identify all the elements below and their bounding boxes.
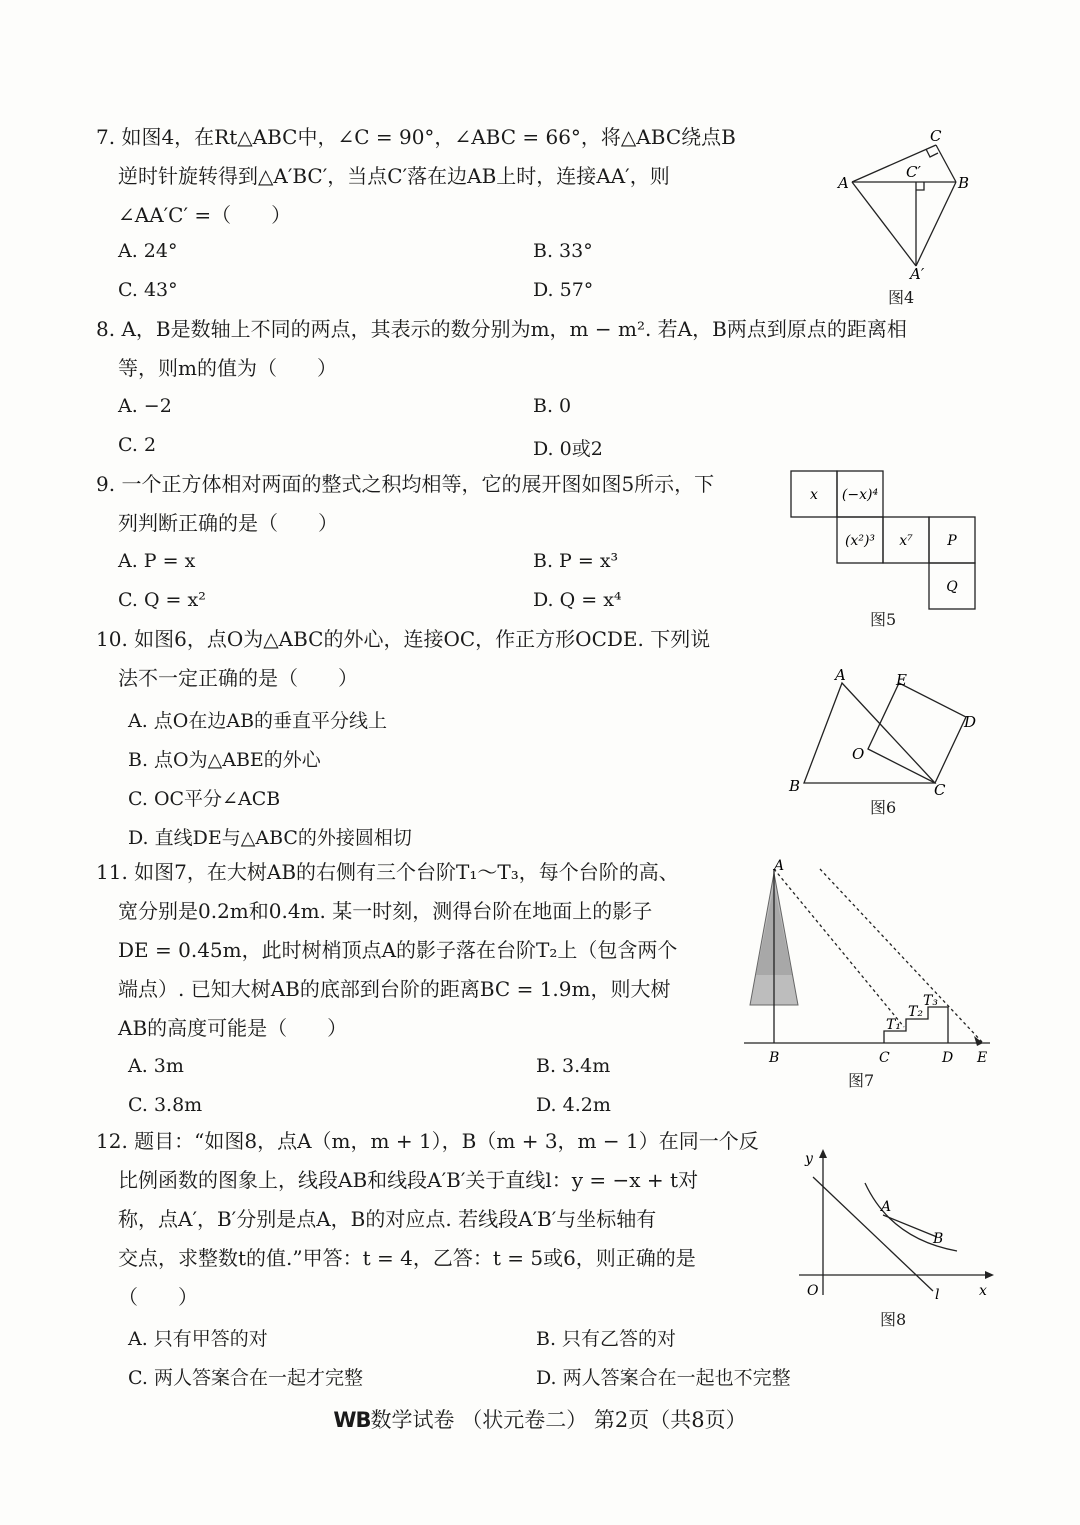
fig6-label-e: E xyxy=(896,671,907,689)
question-12-line-2: 比例函数的图象上，线段AB和线段A′B′关于直线l：y = −x + t对 xyxy=(118,1168,699,1192)
q7-option-c: C. 43° xyxy=(118,279,178,301)
q8-option-d: D. 0或2 xyxy=(533,438,603,460)
figure-8-caption: 图8 xyxy=(880,1310,907,1329)
fig8-x-arrow xyxy=(985,1271,994,1279)
fig4-label-a: A xyxy=(838,174,849,192)
question-8 xyxy=(96,310,907,388)
figure-8 xyxy=(795,1145,995,1305)
fig4-label-c-prime: C′ xyxy=(906,163,921,181)
question-12-line-1: 12. 题目：“如图8，点A（m，m + 1），B（m + 3，m − 1）在同一个反 xyxy=(96,1129,759,1153)
fig4-side-ba xyxy=(916,182,956,266)
question-12 xyxy=(96,1122,759,1317)
fig5-text-p: P xyxy=(947,533,957,549)
question-8-line-1: 8. A，B是数轴上不同的两点，其表示的数分别为m，m − m². 若A，B两点到原点的距离相 xyxy=(96,317,907,341)
fig7-label-d: D xyxy=(942,1050,954,1066)
q11-option-d: D. 4.2m xyxy=(536,1094,611,1116)
fig7-label-b: B xyxy=(769,1050,780,1066)
question-11-line-2: 宽分别是0.2m和0.4m. 某一时刻，测得台阶在地面上的影子 xyxy=(118,899,653,923)
fig7-label-t3: T₃ xyxy=(923,993,938,1009)
fig6-label-a: A xyxy=(835,666,846,684)
fig6-triangle-abc xyxy=(804,683,935,783)
fig4-right-angle-c xyxy=(926,149,938,157)
page-footer xyxy=(0,1404,1080,1434)
fig6-square-ocde xyxy=(868,683,966,783)
question-8-line-2: 等，则m的值为（ ） xyxy=(118,356,337,380)
figure-6-caption: 图6 xyxy=(870,798,897,817)
question-11 xyxy=(96,853,679,1048)
fig8-label-a: A xyxy=(881,1199,892,1215)
q12-option-b: B. 只有乙答的对 xyxy=(536,1328,677,1350)
q8-option-b: B. 0 xyxy=(533,395,572,417)
fig8-label-x: x xyxy=(979,1283,987,1299)
fig8-label-l: l xyxy=(935,1287,940,1303)
fig4-label-a-prime: A′ xyxy=(910,265,925,282)
q12-option-d: D. 两人答案合在一起也不完整 xyxy=(536,1367,791,1389)
fig4-right-angle-c2 xyxy=(916,182,924,190)
question-7-line-1: 7. 如图4，在Rt△ABC中，∠C = 90°，∠ABC = 66°，将△ABC绕点B xyxy=(96,125,736,149)
figure-4-caption: 图4 xyxy=(888,288,915,307)
figure-4 xyxy=(830,122,990,282)
fig8-line-l xyxy=(813,1177,933,1291)
q10-option-c: C. OC平分∠ACB xyxy=(128,788,281,810)
fig7-label-c: C xyxy=(879,1050,890,1066)
question-11-line-1: 11. 如图7，在大树AB的右侧有三个台阶T₁～T₃，每个台阶的高、 xyxy=(96,860,679,884)
figure-7-caption: 图7 xyxy=(848,1071,875,1090)
question-7 xyxy=(96,118,736,235)
fig5-text-x: x xyxy=(810,487,818,503)
q12-option-c: C. 两人答案合在一起才完整 xyxy=(128,1367,363,1389)
fig4-side-aa xyxy=(852,182,916,266)
q9-option-d: D. Q = x⁴ xyxy=(533,589,622,611)
question-12-line-5: （ ） xyxy=(118,1285,198,1309)
figure-5 xyxy=(790,470,982,612)
q8-option-c: C. 2 xyxy=(118,434,157,456)
fig5-text-x2-3: (x²)³ xyxy=(844,533,876,549)
fig8-label-b: B xyxy=(933,1231,944,1247)
footer-text: 数学试卷 （状元卷二） 第2页（共8页） xyxy=(370,1408,747,1432)
q9-option-a: A. P = x xyxy=(118,550,196,572)
fig7-shadow-ray-2 xyxy=(820,869,983,1043)
fig6-label-o: O xyxy=(852,745,865,763)
q11-option-a: A. 3m xyxy=(128,1055,184,1077)
fig8-label-o: O xyxy=(807,1283,819,1299)
fig6-label-b: B xyxy=(789,777,801,795)
question-11-line-4: 端点）. 已知大树AB的底部到台阶的距离BC = 1.9m，则大树 xyxy=(118,977,671,1001)
q10-option-a: A. 点O在边AB的垂直平分线上 xyxy=(128,710,388,732)
fig4-label-b: B xyxy=(958,174,970,192)
q7-option-b: B. 33° xyxy=(533,240,593,262)
q9-option-b: B. P = x³ xyxy=(533,550,619,572)
question-9-line-2: 列判断正确的是（ ） xyxy=(118,511,338,535)
question-12-line-4: 交点，求整数t的值.”甲答：t = 4，乙答：t = 5或6，则正确的是 xyxy=(118,1246,696,1270)
question-7-line-3: ∠AA′C′ =（ ） xyxy=(118,203,292,227)
fig5-text-q: Q xyxy=(946,579,958,595)
fig7-label-t2: T₂ xyxy=(908,1004,923,1020)
question-10-line-2: 法不一定正确的是（ ） xyxy=(118,666,358,690)
fig4-side-cb xyxy=(936,145,956,182)
question-9 xyxy=(96,465,714,543)
figure-6 xyxy=(780,665,980,800)
question-12-line-3: 称，点A′，B′分别是点A，B的对应点. 若线段A′B′与坐标轴有 xyxy=(118,1207,657,1231)
question-9-line-1: 9. 一个正方体相对两面的整式之积均相等，它的展开图如图5所示，下 xyxy=(96,472,715,496)
figure-5-caption: 图5 xyxy=(870,610,897,629)
fig7-label-a: A xyxy=(774,858,785,874)
question-11-line-3: DE = 0.45m，此时树梢顶点A的影子落在台阶T₂上（包含两个 xyxy=(118,938,678,962)
question-7-line-2: 逆时针旋转得到△A′BC′，当点C′落在边AB上时，连接AA′，则 xyxy=(118,164,670,188)
figure-7 xyxy=(740,855,992,1070)
q7-option-a: A. 24° xyxy=(118,240,178,262)
fig7-label-t1: T₁ xyxy=(886,1017,901,1033)
fig7-label-e: E xyxy=(977,1050,988,1066)
fig4-label-c: C xyxy=(930,127,942,145)
q8-option-a: A. −2 xyxy=(118,395,172,417)
q11-option-b: B. 3.4m xyxy=(536,1055,611,1077)
fig5-text-x7: x⁷ xyxy=(899,533,913,549)
fig6-label-d: D xyxy=(964,713,977,731)
q9-option-c: C. Q = x² xyxy=(118,589,206,611)
q12-option-a: A. 只有甲答的对 xyxy=(128,1328,268,1350)
q11-option-c: C. 3.8m xyxy=(128,1094,203,1116)
fig4-side-ac xyxy=(852,145,936,182)
wb-logo: WB xyxy=(333,1408,371,1432)
fig5-text-neg-x4: (−x)⁴ xyxy=(841,487,879,503)
question-10 xyxy=(96,620,710,698)
question-10-line-1: 10. 如图6，点O为△ABC的外心，连接OC，作正方形OCDE. 下列说 xyxy=(96,627,711,651)
q7-option-d: D. 57° xyxy=(533,279,594,301)
q10-option-b: B. 点O为△ABE的外心 xyxy=(128,749,321,771)
question-11-line-5: AB的高度可能是（ ） xyxy=(118,1016,348,1040)
q10-option-d: D. 直线DE与△ABC的外接圆相切 xyxy=(128,827,412,849)
fig6-label-c: C xyxy=(934,781,946,799)
fig8-label-y: y xyxy=(805,1151,813,1167)
fig8-y-arrow xyxy=(819,1149,827,1158)
